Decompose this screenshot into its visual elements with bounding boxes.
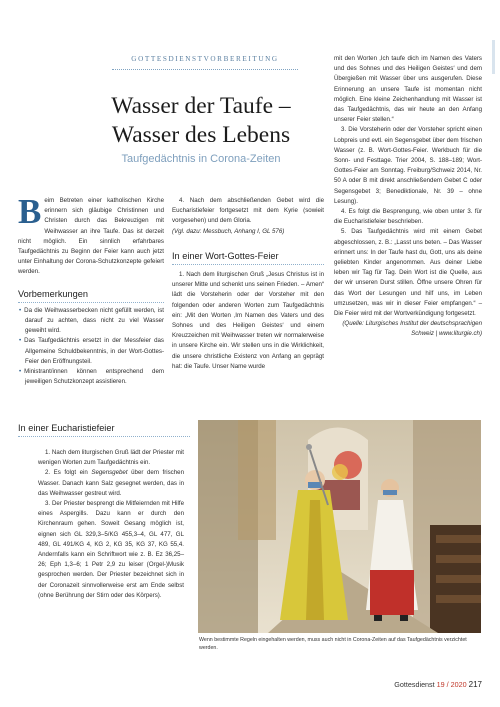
section-kicker: GOTTESDIENSTVORBEREITUNG <box>131 55 279 63</box>
heading-eucharistiefeier-block <box>18 423 190 437</box>
heading-rule <box>18 302 164 303</box>
column-3 <box>334 54 482 340</box>
church-photo-illustration <box>198 420 481 633</box>
column-1 <box>18 192 164 387</box>
paragraph: mit den Worten ‚Ich taufe dich im Namen des Vaters und des Sohnes und des Heiligen Geistes‘ und dem Übergießen mit Wasser über uns ausgerufen. Diese Erinnerung an unsere Taufe ist momentan nicht möglich. Eine kleine Zeichenhandlung mit Wasser ist das Taufgedächtnis, das wir heute an den Anfang unserer Feier stellen.“ <box>334 55 482 124</box>
text-run-italic: Segensgebet <box>91 469 128 477</box>
page-number: 217 <box>468 680 482 689</box>
page-footer <box>310 680 482 689</box>
paragraph: 4. Es folgt die Besprengung, wie oben unter 3. für die Eucharistiefeier beschrieben. <box>334 208 482 226</box>
paragraph: 4. Nach dem abschließenden Gebet wird die Eucharistiefeier fortgesetzt mit dem Kyrie (sowieit vorgesehen) und dem Gloria. <box>172 197 324 225</box>
photo-caption: Wenn bestimmte Regeln eingehalten werden, muss auch nicht in Corona-Zeiten auf das Taufgedächtnis verzichtet werden. <box>199 637 467 651</box>
magazine-name: Gottesdienst <box>394 680 435 689</box>
heading-vorbemerkungen: Vorbemerkungen <box>18 288 88 299</box>
kicker-rule <box>112 69 298 70</box>
issue-number: 19 / 2020 <box>436 680 467 689</box>
drop-cap: B <box>18 192 42 231</box>
heading-rule <box>18 436 190 437</box>
paragraph <box>38 468 184 499</box>
text-run: 2. Es folgt ein <box>45 469 92 477</box>
intro-text: eim Betreten einer katholischen Kirche erinnern sich gläubige Christinnen und Christen durch das Bekreuzigen mit Weihwasser an ihre Taufe. Das ist derzeit nicht möglich. Ein sinnlich erfahrbares Taufgedächtnis zu Beginn der Feier kann auch jetzt unter Einhaltung der Corona-Schutzkonzepte gefeiert werden. <box>18 197 164 276</box>
bullet-item: • Da die Weihwasserbecken nicht gefüllt werden, ist darauf zu achten, dass nicht zu viel Wasser geweiht wird. <box>18 306 164 337</box>
paragraph: 1. Nach dem liturgischen Gruß „Jesus Christus ist in unserer Mitte und schenkt uns seinen Frieden. – Amen“ lädt die Vorsteherin oder der Vorsteher mit den folgenden oder anderen Worten zum Taufgedächtnis ein: „Mit den Worten ‚Im Namen des Vaters und des Sohnes und des Heiligen Geistes‘ und einem Kreuzzeichen mit Weihwasser treten wir normalerweise in unsere Kirche ein. Wir stellen uns in die Wirklichkeit, die unsere christliche Existenz von Anfang an geprägt hat: die Taufe. Unser Name wurde <box>172 271 324 370</box>
church-photo <box>198 420 481 633</box>
article-subtitle: Taufgedächtnis in Corona-Zeiten <box>121 153 281 165</box>
title-line-2: Wasser des Lebens <box>111 122 291 148</box>
source-note: (Vgl. dazu: Messbuch, Anhang I, GL 576) <box>172 227 285 235</box>
paragraph: 3. Der Priester besprengt die Mitfeiernden mit Hilfe eines Aspergills. Dazu kann er durch den Kirchenraum gehen. Soweit Gesang möglich ist, eignen sich GL 329,3–5/KG 455,3–4, GL 477, GL 489, GL 491/KG 4, KG 2, KG 35, KG 37, KG 55,4. Andernfalls kann ein Schriftwort wie z. B. Ez 36,25–26; Eph 1,3–6; 1 Petr 2,9 zu leiser (Orgel-)Musik gesprochen werden. Der Priester bezeichnet sich in der Coronazeit sinnvollerweise erst am Ende selbst (ohne Berührung der Stirn oder des Körpers). <box>38 500 184 599</box>
article-title <box>70 92 332 150</box>
paragraph: 5. Das Taufgedächtnis wird mit einem Gebet abgeschlossen, z. B.: „Lasst uns beten. – Das Wasser erinnert uns: In der Taufe hast du, Gott, uns als deine geliebten Kinder angenommen. Aus deiner Liebe leben wir Tag für Tag. Dein Wort ist die Quelle, aus der wir unseren Durst stillen. Öffne unsere Ohren für das Wort der Lesungen und hilf uns, im Leben umzusetzen, was wir in dieser Feier empfangen.“ – Die Feier wird mit der Wortverkündigung fortgesetzt. <box>334 228 482 318</box>
paragraph: 3. Die Vorsteherin oder der Vorsteher spricht einen Lobpreis und evtl. ein Segensgebet über dem frischen Wasser (z. B. Wort-Gottes-Feier. Werkbuch für die Sonn- und Festtage. Trier 2004, S. 188–189; Wort-Gottes-Feier am Sonntag. Freiburg/Schweiz 2014, Nr. 50 A oder B mit direkt anschließendem Gebet C oder Segensgebet 3; Benediktionale, Nr. 39 – ohne Lesung). <box>334 126 482 205</box>
heading-rule <box>172 264 324 265</box>
heading-eucharistiefeier: In einer Eucharistiefeier <box>18 423 115 433</box>
title-line-1: Wasser der Taufe – <box>111 93 291 119</box>
margin-bar <box>492 40 495 74</box>
intro-paragraph <box>18 192 164 278</box>
column-4 <box>38 448 184 601</box>
column-2 <box>172 196 324 372</box>
paragraph: 1. Nach dem liturgischen Gruß lädt der Priester mit wenigen Worten zum Taufgedächtnis ein. <box>38 449 184 467</box>
text-run: über dem frischen Wasser. Danach kann Salz gesegnet werden, das in das Weihwasser gestreut wird. <box>38 469 184 497</box>
bullet-item: • Ministrant/innen können entsprechend dem jeweiligen Schutzkonzept assistieren. <box>18 367 164 387</box>
source-note: (Quelle: Liturgisches Institut der deutschsprachigen Schweiz | www.liturgie.ch) <box>342 320 482 338</box>
heading-wort-gottes-feier: In einer Wort-Gottes-Feier <box>172 250 279 261</box>
bullet-item: • Das Taufgedächtnis ersetzt in der Messfeier das Allgemeine Schuldbekenntnis, in der Wort-Gottes-Feier den Eröffnungsteil. <box>18 336 164 367</box>
